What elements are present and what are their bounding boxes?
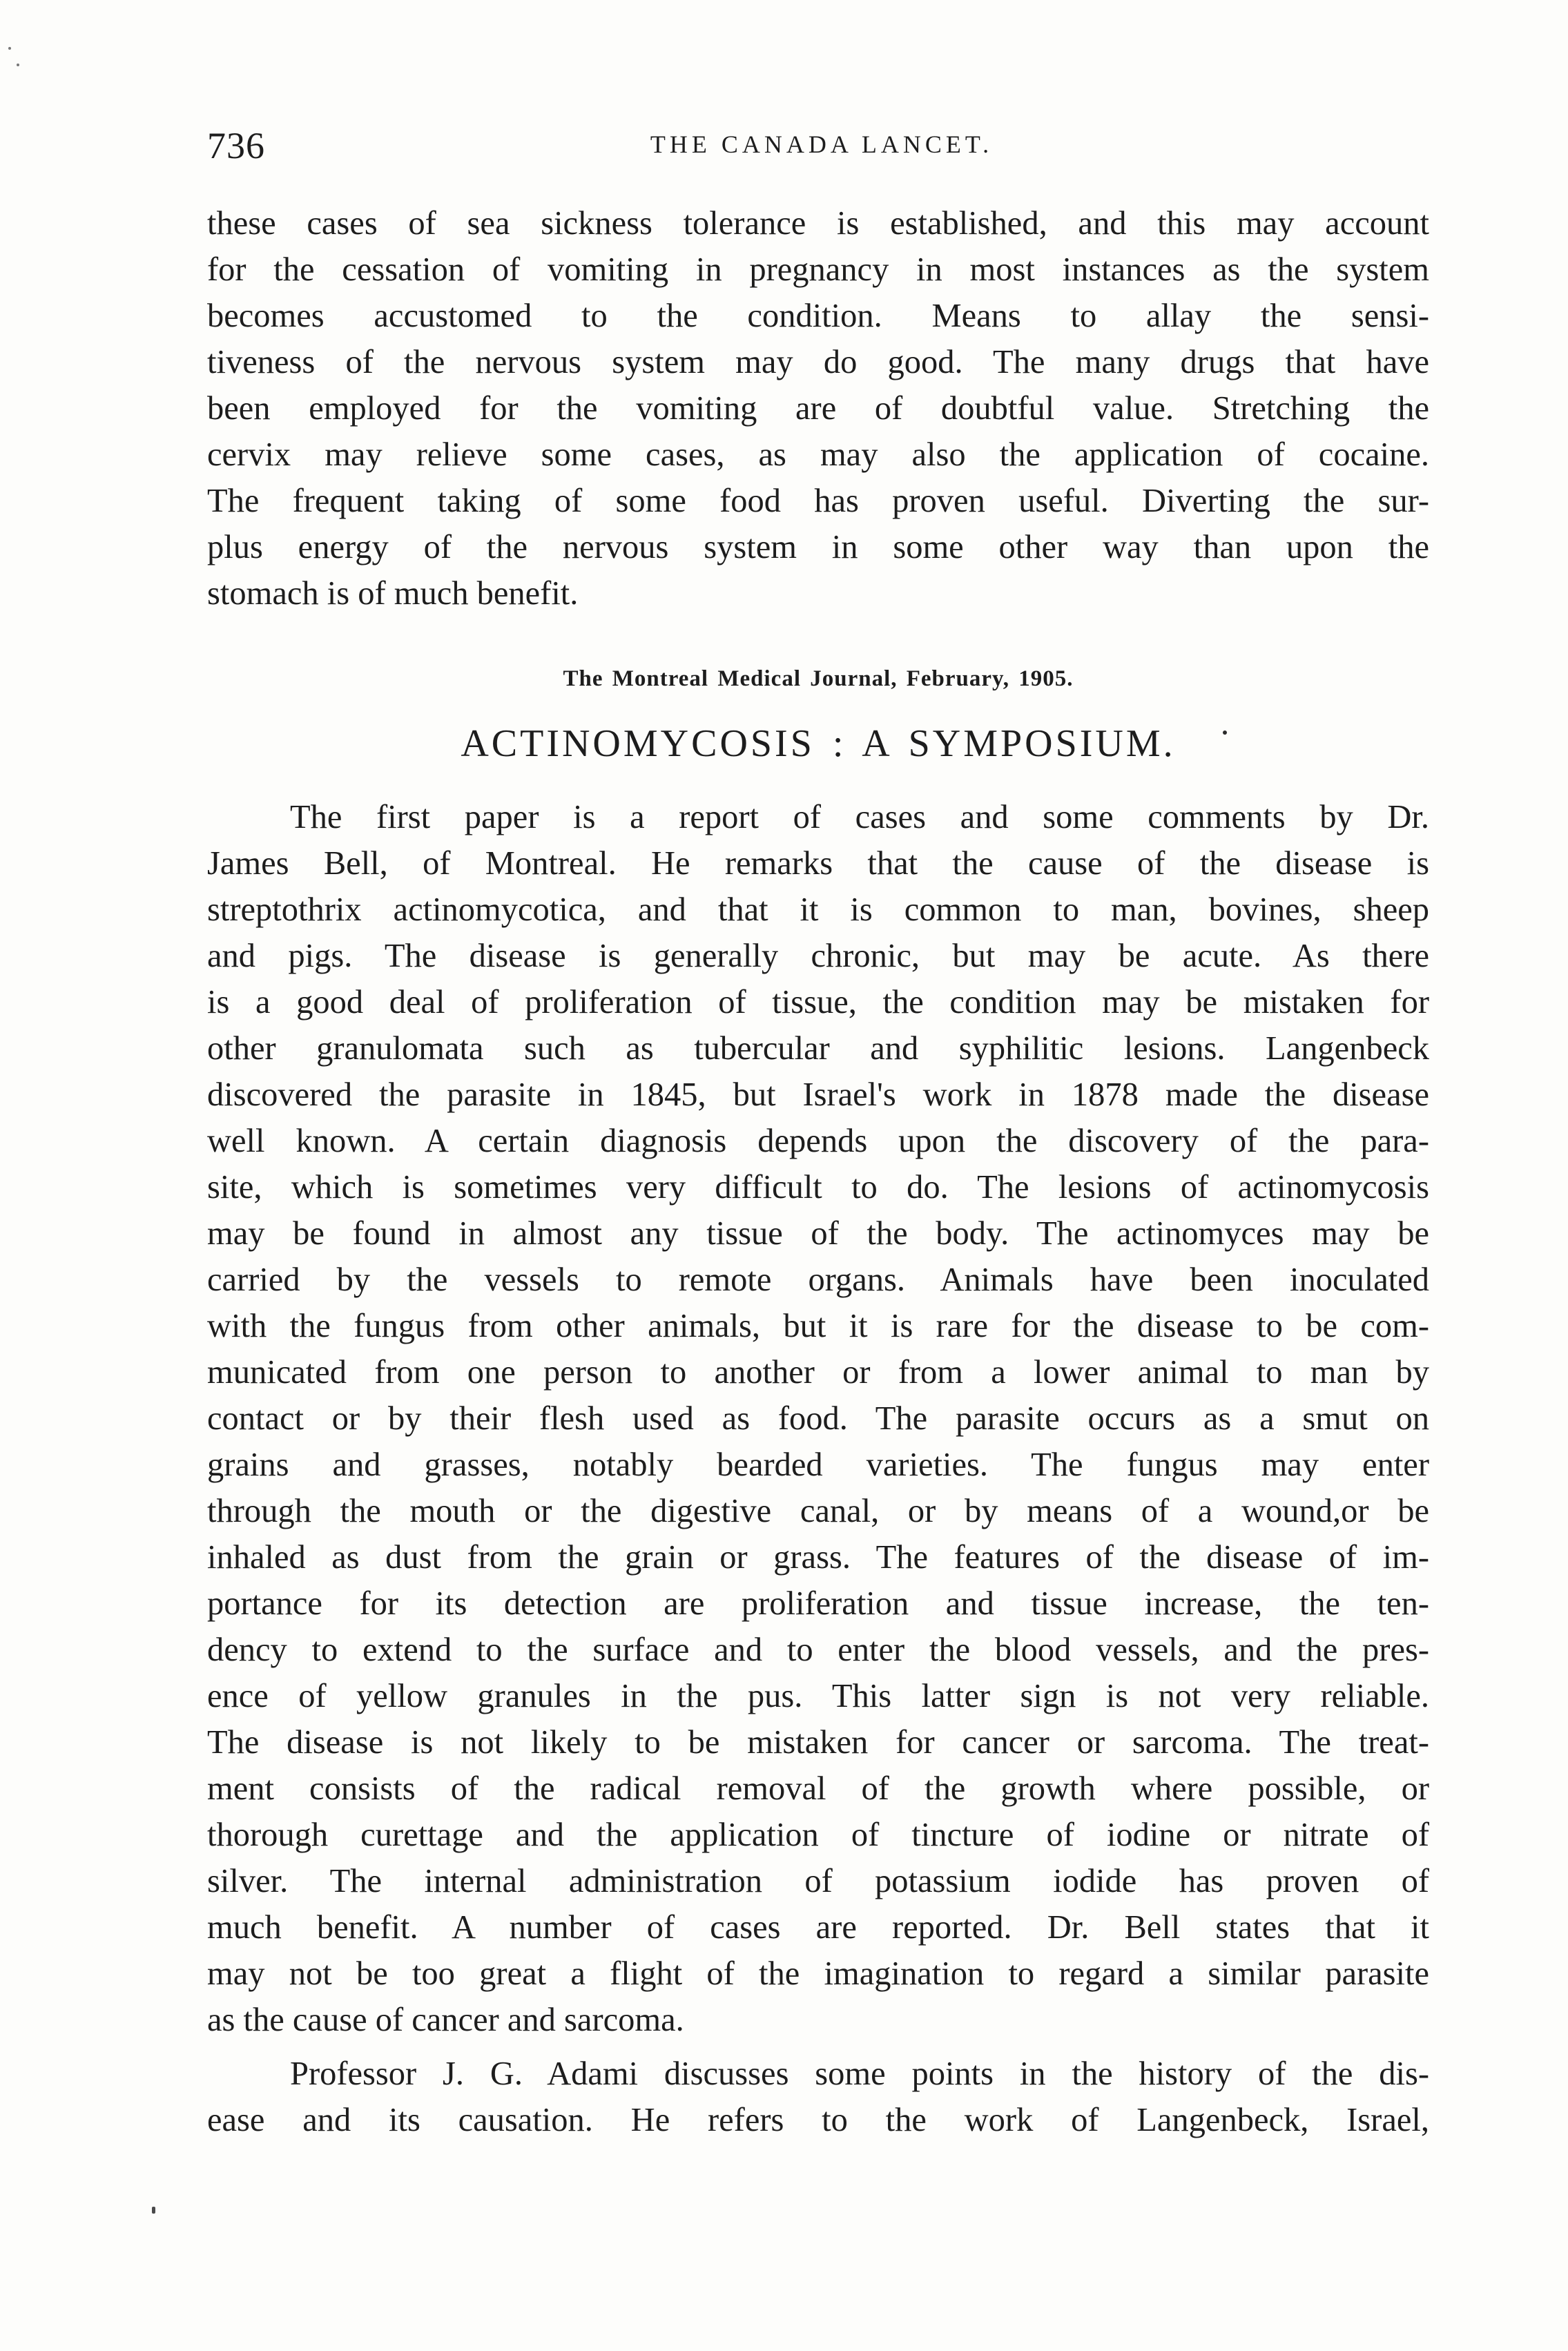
- text-line: and pigs. The disease is generally chronic, but may be acute. As there: [207, 938, 1429, 974]
- running-head: THE CANADA LANCET.: [650, 130, 994, 158]
- text-line: inhaled as dust from the grain or grass. The features of the disease of im-: [207, 1539, 1429, 1576]
- text-line: stomach is of much benefit.: [207, 575, 579, 612]
- text-line: Professor J. G. Adami discusses some points in the history of the dis-: [290, 2055, 1429, 2092]
- text-line: through the mouth or the digestive canal, or by means of a wound,or be: [207, 1493, 1429, 1529]
- text-line: thorough curettage and the application of tincture of iodine or nitrate of: [207, 1817, 1429, 1853]
- text-line: with the fungus from other animals, but it is rare for the disease to be com-: [207, 1308, 1429, 1344]
- text-line: silver. The internal administration of potassium iodide has proven of: [207, 1863, 1429, 1899]
- text-line: carried by the vessels to remote organs. Animals have been inoculated: [207, 1261, 1429, 1298]
- text-line: James Bell, of Montreal. He remarks that the cause of the disease is: [207, 845, 1429, 882]
- text-line: ment consists of the radical removal of the growth where possible, or: [207, 1770, 1429, 1807]
- text-line: grains and grasses, notably bearded varieties. The fungus may enter: [207, 1447, 1429, 1483]
- scan-speck: [152, 2207, 155, 2214]
- text-line: much benefit. A number of cases are reported. Dr. Bell states that it: [207, 1909, 1429, 1946]
- text-line: ease and its causation. He refers to the work of Langenbeck, Israel,: [207, 2102, 1429, 2138]
- text-line: streptothrix actinomycotica, and that it is common to man, bovines, sheep: [207, 891, 1429, 928]
- text-line: portance for its detection are proliferation and tissue increase, the ten-: [207, 1585, 1429, 1622]
- text-line: The first paper is a report of cases and some comments by Dr.: [290, 799, 1429, 835]
- text-line: cervix may relieve some cases, as may also the application of cocaine.: [207, 436, 1429, 473]
- text-line: plus energy of the nervous system in some other way than upon the: [207, 529, 1429, 565]
- text-line: The disease is not likely to be mistaken for cancer or sarcoma. The treat-: [207, 1724, 1429, 1761]
- text-line: well known. A certain diagnosis depends upon the discovery of the para-: [207, 1123, 1429, 1159]
- text-line: dency to extend to the surface and to enter the blood vessels, and the pres-: [207, 1632, 1429, 1668]
- text-line: The frequent taking of some food has proven useful. Diverting the sur-: [207, 483, 1429, 519]
- article-title: ACTINOMYCOSIS : A SYMPOSIUM.: [461, 722, 1176, 765]
- text-line: may be found in almost any tissue of the body. The actinomyces may be: [207, 1215, 1429, 1252]
- text-line: for the cessation of vomiting in pregnancy in most instances as the system: [207, 251, 1429, 288]
- text-line: these cases of sea sickness tolerance is established, and this may account: [207, 205, 1429, 242]
- text-line: tiveness of the nervous system may do good. The many drugs that have: [207, 344, 1429, 380]
- text-line: been employed for the vomiting are of doubtful value. Stretching the: [207, 390, 1429, 427]
- text-line: becomes accustomed to the condition. Means to allay the sensi-: [207, 298, 1429, 334]
- text-line: municated from one person to another or from a lower animal to man by: [207, 1354, 1429, 1391]
- text-line: may not be too great a flight of the imagination to regard a similar parasite: [207, 1955, 1429, 1992]
- text-line: as the cause of cancer and sarcoma.: [207, 2002, 684, 2038]
- text-line: other granulomata such as tubercular and syphilitic lesions. Langenbeck: [207, 1030, 1429, 1067]
- text-line: is a good deal of proliferation of tissue, the condition may be mistaken for: [207, 984, 1429, 1020]
- text-line: ence of yellow granules in the pus. This latter sign is not very reliable.: [207, 1678, 1429, 1714]
- text-line: site, which is sometimes very difficult to do. The lesions of actinomycosis: [207, 1169, 1429, 1206]
- text-line: discovered the parasite in 1845, but Israel's work in 1878 made the disease: [207, 1076, 1429, 1113]
- text-line: contact or by their flesh used as food. The parasite occurs as a smut on: [207, 1400, 1429, 1437]
- article-source: The Montreal Medical Journal, February, 1905.: [563, 666, 1074, 691]
- page-number: 736: [207, 125, 265, 166]
